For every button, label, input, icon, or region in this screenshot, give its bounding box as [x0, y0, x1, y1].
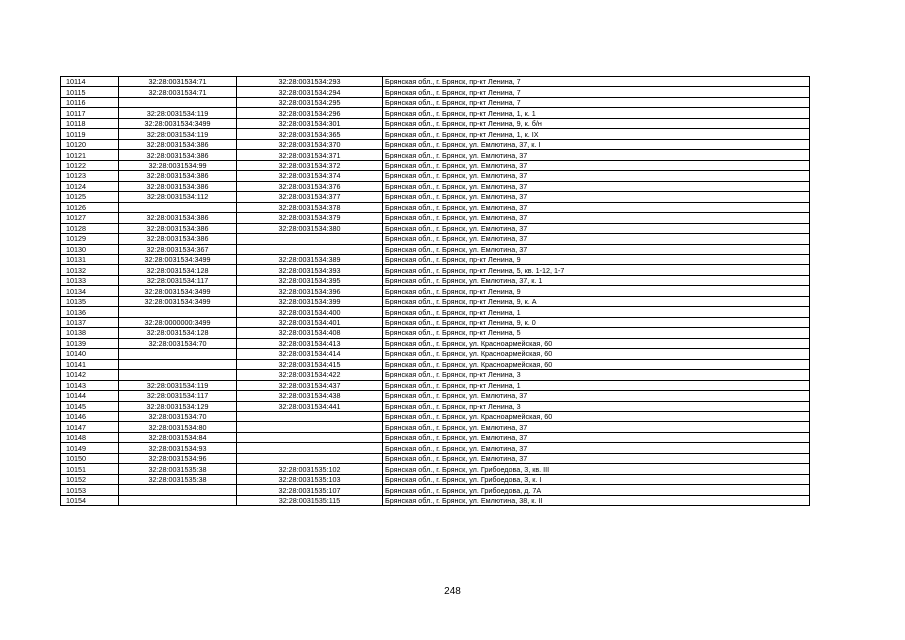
parcel-number-cell: 32:28:0031534:386: [119, 213, 237, 223]
table-row: [61, 171, 810, 181]
table-row: [61, 485, 810, 495]
parcel-number-cell: 32:28:0000000:3499: [119, 317, 237, 327]
row-number-cell: 10144: [61, 391, 119, 401]
address-cell: Брянская обл., г. Брянск, пр-кт Ленина, 1, к. IX: [383, 129, 810, 139]
object-number-cell: 32:28:0031534:415: [237, 359, 383, 369]
address-cell: Брянская обл., г. Брянск, пр-кт Ленина, 9: [383, 254, 810, 264]
object-number-cell: 32:28:0031534:379: [237, 213, 383, 223]
row-number-cell: 10125: [61, 192, 119, 202]
row-number-cell: 10128: [61, 223, 119, 233]
address-cell: Брянская обл., г. Брянск, пр-кт Ленина, 9, к. б/н: [383, 118, 810, 128]
parcel-number-cell: 32:28:0031534:84: [119, 432, 237, 442]
parcel-number-cell: 32:28:0031534:70: [119, 338, 237, 348]
address-cell: Брянская обл., г. Брянск, пр-кт Ленина, 3: [383, 401, 810, 411]
table-row: [61, 422, 810, 432]
address-cell: Брянская обл., г. Брянск, ул. Емлютина, 37: [383, 234, 810, 244]
address-cell: Брянская обл., г. Брянск, ул. Грибоедова, 3, кв. III: [383, 464, 810, 474]
address-cell: Брянская обл., г. Брянск, ул. Емлютина, 37: [383, 202, 810, 212]
row-number-cell: 10138: [61, 328, 119, 338]
address-cell: Брянская обл., г. Брянск, пр-кт Ленина, 3: [383, 370, 810, 380]
object-number-cell: 32:28:0031534:396: [237, 286, 383, 296]
object-number-cell: 32:28:0031534:422: [237, 370, 383, 380]
table-row: [61, 265, 810, 275]
address-cell: Брянская обл., г. Брянск, пр-кт Ленина, 7: [383, 87, 810, 97]
cadastral-table-body: [61, 77, 810, 506]
table-row: [61, 181, 810, 191]
object-number-cell: 32:28:0031534:371: [237, 150, 383, 160]
table-row: [61, 213, 810, 223]
parcel-number-cell: 32:28:0031534:386: [119, 223, 237, 233]
row-number-cell: 10115: [61, 87, 119, 97]
address-cell: Брянская обл., г. Брянск, ул. Грибоедова, 3, к. I: [383, 474, 810, 484]
row-number-cell: 10129: [61, 234, 119, 244]
row-number-cell: 10118: [61, 118, 119, 128]
table-row: [61, 254, 810, 264]
object-number-cell: 32:28:0031534:441: [237, 401, 383, 411]
parcel-number-cell: 32:28:0031534:117: [119, 391, 237, 401]
row-number-cell: 10141: [61, 359, 119, 369]
object-number-cell: 32:28:0031535:115: [237, 495, 383, 505]
cadastral-table: [60, 76, 810, 506]
table-row: [61, 453, 810, 463]
row-number-cell: 10136: [61, 307, 119, 317]
address-cell: Брянская обл., г. Брянск, пр-кт Ленина, 5: [383, 328, 810, 338]
row-number-cell: 10120: [61, 139, 119, 149]
address-cell: Брянская обл., г. Брянск, ул. Красноармейская, 60: [383, 349, 810, 359]
parcel-number-cell: 32:28:0031534:386: [119, 234, 237, 244]
row-number-cell: 10135: [61, 296, 119, 306]
object-number-cell: 32:28:0031534:380: [237, 223, 383, 233]
table-row: [61, 495, 810, 505]
address-cell: Брянская обл., г. Брянск, ул. Емлютина, 37: [383, 443, 810, 453]
object-number-cell: 32:28:0031534:401: [237, 317, 383, 327]
address-cell: Брянская обл., г. Брянск, пр-кт Ленина, 1, к. 1: [383, 108, 810, 118]
table-row: [61, 77, 810, 87]
row-number-cell: 10127: [61, 213, 119, 223]
address-cell: Брянская обл., г. Брянск, пр-кт Ленина, 7: [383, 77, 810, 87]
row-number-cell: 10134: [61, 286, 119, 296]
address-cell: Брянская обл., г. Брянск, ул. Грибоедова, д. 7А: [383, 485, 810, 495]
address-cell: Брянская обл., г. Брянск, ул. Красноармейская, 60: [383, 412, 810, 422]
table-row: [61, 139, 810, 149]
object-number-cell: 32:28:0031535:102: [237, 464, 383, 474]
address-cell: Брянская обл., г. Брянск, пр-кт Ленина, 1: [383, 307, 810, 317]
parcel-number-cell: 32:28:0031534:386: [119, 181, 237, 191]
object-number-cell: 32:28:0031534:370: [237, 139, 383, 149]
row-number-cell: 10132: [61, 265, 119, 275]
address-cell: Брянская обл., г. Брянск, пр-кт Ленина, 9, к. 0: [383, 317, 810, 327]
parcel-number-cell: 32:28:0031534:3499: [119, 118, 237, 128]
parcel-number-cell: 32:28:0031534:386: [119, 139, 237, 149]
object-number-cell: [237, 412, 383, 422]
row-number-cell: 10116: [61, 97, 119, 107]
object-number-cell: [237, 432, 383, 442]
address-cell: Брянская обл., г. Брянск, ул. Емлютина, 37, к. I: [383, 139, 810, 149]
parcel-number-cell: 32:28:0031534:367: [119, 244, 237, 254]
parcel-number-cell: [119, 370, 237, 380]
parcel-number-cell: 32:28:0031535:38: [119, 474, 237, 484]
row-number-cell: 10121: [61, 150, 119, 160]
object-number-cell: 32:28:0031534:437: [237, 380, 383, 390]
row-number-cell: 10153: [61, 485, 119, 495]
table-row: [61, 192, 810, 202]
parcel-number-cell: 32:28:0031534:119: [119, 108, 237, 118]
table-row: [61, 244, 810, 254]
table-row: [61, 401, 810, 411]
row-number-cell: 10124: [61, 181, 119, 191]
parcel-number-cell: [119, 495, 237, 505]
parcel-number-cell: 32:28:0031534:129: [119, 401, 237, 411]
parcel-number-cell: 32:28:0031534:3499: [119, 286, 237, 296]
address-cell: Брянская обл., г. Брянск, ул. Емлютина, 37: [383, 453, 810, 463]
object-number-cell: 32:28:0031534:393: [237, 265, 383, 275]
parcel-number-cell: 32:28:0031534:128: [119, 328, 237, 338]
row-number-cell: 10140: [61, 349, 119, 359]
address-cell: Брянская обл., г. Брянск, ул. Емлютина, 37: [383, 181, 810, 191]
row-number-cell: 10149: [61, 443, 119, 453]
address-cell: Брянская обл., г. Брянск, ул. Емлютина, 37: [383, 213, 810, 223]
table-row: [61, 328, 810, 338]
object-number-cell: 32:28:0031534:413: [237, 338, 383, 348]
object-number-cell: 32:28:0031534:365: [237, 129, 383, 139]
object-number-cell: 32:28:0031535:103: [237, 474, 383, 484]
row-number-cell: 10119: [61, 129, 119, 139]
table-row: [61, 443, 810, 453]
row-number-cell: 10133: [61, 275, 119, 285]
parcel-number-cell: [119, 485, 237, 495]
parcel-number-cell: 32:28:0031534:128: [119, 265, 237, 275]
parcel-number-cell: 32:28:0031534:3499: [119, 254, 237, 264]
object-number-cell: 32:28:0031534:389: [237, 254, 383, 264]
row-number-cell: 10131: [61, 254, 119, 264]
row-number-cell: 10130: [61, 244, 119, 254]
table-row: [61, 296, 810, 306]
table-row: [61, 202, 810, 212]
object-number-cell: 32:28:0031534:377: [237, 192, 383, 202]
object-number-cell: 32:28:0031534:414: [237, 349, 383, 359]
address-cell: Брянская обл., г. Брянск, пр-кт Ленина, 1: [383, 380, 810, 390]
parcel-number-cell: [119, 202, 237, 212]
address-cell: Брянская обл., г. Брянск, ул. Емлютина, 37: [383, 192, 810, 202]
object-number-cell: 32:28:0031534:395: [237, 275, 383, 285]
parcel-number-cell: 32:28:0031534:96: [119, 453, 237, 463]
parcel-number-cell: 32:28:0031534:386: [119, 150, 237, 160]
object-number-cell: 32:28:0031534:372: [237, 160, 383, 170]
parcel-number-cell: [119, 359, 237, 369]
table-row: [61, 464, 810, 474]
table-row: [61, 349, 810, 359]
row-number-cell: 10148: [61, 432, 119, 442]
row-number-cell: 10122: [61, 160, 119, 170]
table-row: [61, 338, 810, 348]
parcel-number-cell: [119, 349, 237, 359]
object-number-cell: 32:28:0031534:301: [237, 118, 383, 128]
parcel-number-cell: 32:28:0031534:119: [119, 129, 237, 139]
address-cell: Брянская обл., г. Брянск, ул. Емлютина, 37: [383, 171, 810, 181]
object-number-cell: 32:28:0031534:408: [237, 328, 383, 338]
address-cell: Брянская обл., г. Брянск, ул. Емлютина, 37: [383, 150, 810, 160]
row-number-cell: 10142: [61, 370, 119, 380]
address-cell: Брянская обл., г. Брянск, ул. Емлютина, 37: [383, 223, 810, 233]
address-cell: Брянская обл., г. Брянск, ул. Емлютина, 38, к. II: [383, 495, 810, 505]
address-cell: Брянская обл., г. Брянск, ул. Емлютина, 37: [383, 244, 810, 254]
parcel-number-cell: 32:28:0031534:117: [119, 275, 237, 285]
parcel-number-cell: 32:28:0031534:99: [119, 160, 237, 170]
address-cell: Брянская обл., г. Брянск, ул. Емлютина, 37: [383, 432, 810, 442]
table-row: [61, 380, 810, 390]
table-row: [61, 234, 810, 244]
row-number-cell: 10151: [61, 464, 119, 474]
object-number-cell: [237, 453, 383, 463]
object-number-cell: [237, 244, 383, 254]
object-number-cell: 32:28:0031534:374: [237, 171, 383, 181]
parcel-number-cell: 32:28:0031534:70: [119, 412, 237, 422]
row-number-cell: 10117: [61, 108, 119, 118]
table-row: [61, 359, 810, 369]
parcel-number-cell: 32:28:0031534:119: [119, 380, 237, 390]
object-number-cell: 32:28:0031534:296: [237, 108, 383, 118]
object-number-cell: 32:28:0031534:399: [237, 296, 383, 306]
table-row: [61, 307, 810, 317]
object-number-cell: 32:28:0031534:400: [237, 307, 383, 317]
table-row: [61, 317, 810, 327]
object-number-cell: 32:28:0031534:293: [237, 77, 383, 87]
address-cell: Брянская обл., г. Брянск, пр-кт Ленина, 9: [383, 286, 810, 296]
row-number-cell: 10137: [61, 317, 119, 327]
row-number-cell: 10146: [61, 412, 119, 422]
object-number-cell: 32:28:0031534:294: [237, 87, 383, 97]
address-cell: Брянская обл., г. Брянск, ул. Емлютина, 37: [383, 391, 810, 401]
row-number-cell: 10126: [61, 202, 119, 212]
table-row: [61, 223, 810, 233]
table-row: [61, 108, 810, 118]
object-number-cell: [237, 422, 383, 432]
row-number-cell: 10154: [61, 495, 119, 505]
address-cell: Брянская обл., г. Брянск, пр-кт Ленина, 5, кв. 1-12, 1-7: [383, 265, 810, 275]
address-cell: Брянская обл., г. Брянск, ул. Емлютина, 37: [383, 160, 810, 170]
parcel-number-cell: 32:28:0031534:3499: [119, 296, 237, 306]
table-row: [61, 412, 810, 422]
row-number-cell: 10123: [61, 171, 119, 181]
table-row: [61, 150, 810, 160]
parcel-number-cell: 32:28:0031534:71: [119, 87, 237, 97]
table-row: [61, 118, 810, 128]
parcel-number-cell: [119, 307, 237, 317]
table-row: [61, 474, 810, 484]
object-number-cell: [237, 443, 383, 453]
address-cell: Брянская обл., г. Брянск, ул. Емлютина, 37, к. 1: [383, 275, 810, 285]
address-cell: Брянская обл., г. Брянск, ул. Емлютина, 37: [383, 422, 810, 432]
table-row: [61, 275, 810, 285]
parcel-number-cell: 32:28:0031534:93: [119, 443, 237, 453]
row-number-cell: 10147: [61, 422, 119, 432]
table-row: [61, 432, 810, 442]
parcel-number-cell: [119, 97, 237, 107]
object-number-cell: 32:28:0031534:376: [237, 181, 383, 191]
row-number-cell: 10150: [61, 453, 119, 463]
object-number-cell: [237, 234, 383, 244]
parcel-number-cell: 32:28:0031534:71: [119, 77, 237, 87]
object-number-cell: 32:28:0031535:107: [237, 485, 383, 495]
address-cell: Брянская обл., г. Брянск, пр-кт Ленина, 7: [383, 97, 810, 107]
address-cell: Брянская обл., г. Брянск, пр-кт Ленина, 9, к. А: [383, 296, 810, 306]
table-row: [61, 129, 810, 139]
address-cell: Брянская обл., г. Брянск, ул. Красноармейская, 60: [383, 359, 810, 369]
table-row: [61, 87, 810, 97]
table-row: [61, 97, 810, 107]
parcel-number-cell: 32:28:0031535:38: [119, 464, 237, 474]
object-number-cell: 32:28:0031534:295: [237, 97, 383, 107]
row-number-cell: 10143: [61, 380, 119, 390]
table-row: [61, 160, 810, 170]
parcel-number-cell: 32:28:0031534:386: [119, 171, 237, 181]
object-number-cell: 32:28:0031534:438: [237, 391, 383, 401]
table-row: [61, 370, 810, 380]
table-row: [61, 286, 810, 296]
parcel-number-cell: 32:28:0031534:112: [119, 192, 237, 202]
row-number-cell: 10152: [61, 474, 119, 484]
page-number: 248: [444, 586, 461, 597]
row-number-cell: 10114: [61, 77, 119, 87]
address-cell: Брянская обл., г. Брянск, ул. Красноармейская, 60: [383, 338, 810, 348]
row-number-cell: 10145: [61, 401, 119, 411]
object-number-cell: 32:28:0031534:378: [237, 202, 383, 212]
row-number-cell: 10139: [61, 338, 119, 348]
table-row: [61, 391, 810, 401]
parcel-number-cell: 32:28:0031534:80: [119, 422, 237, 432]
